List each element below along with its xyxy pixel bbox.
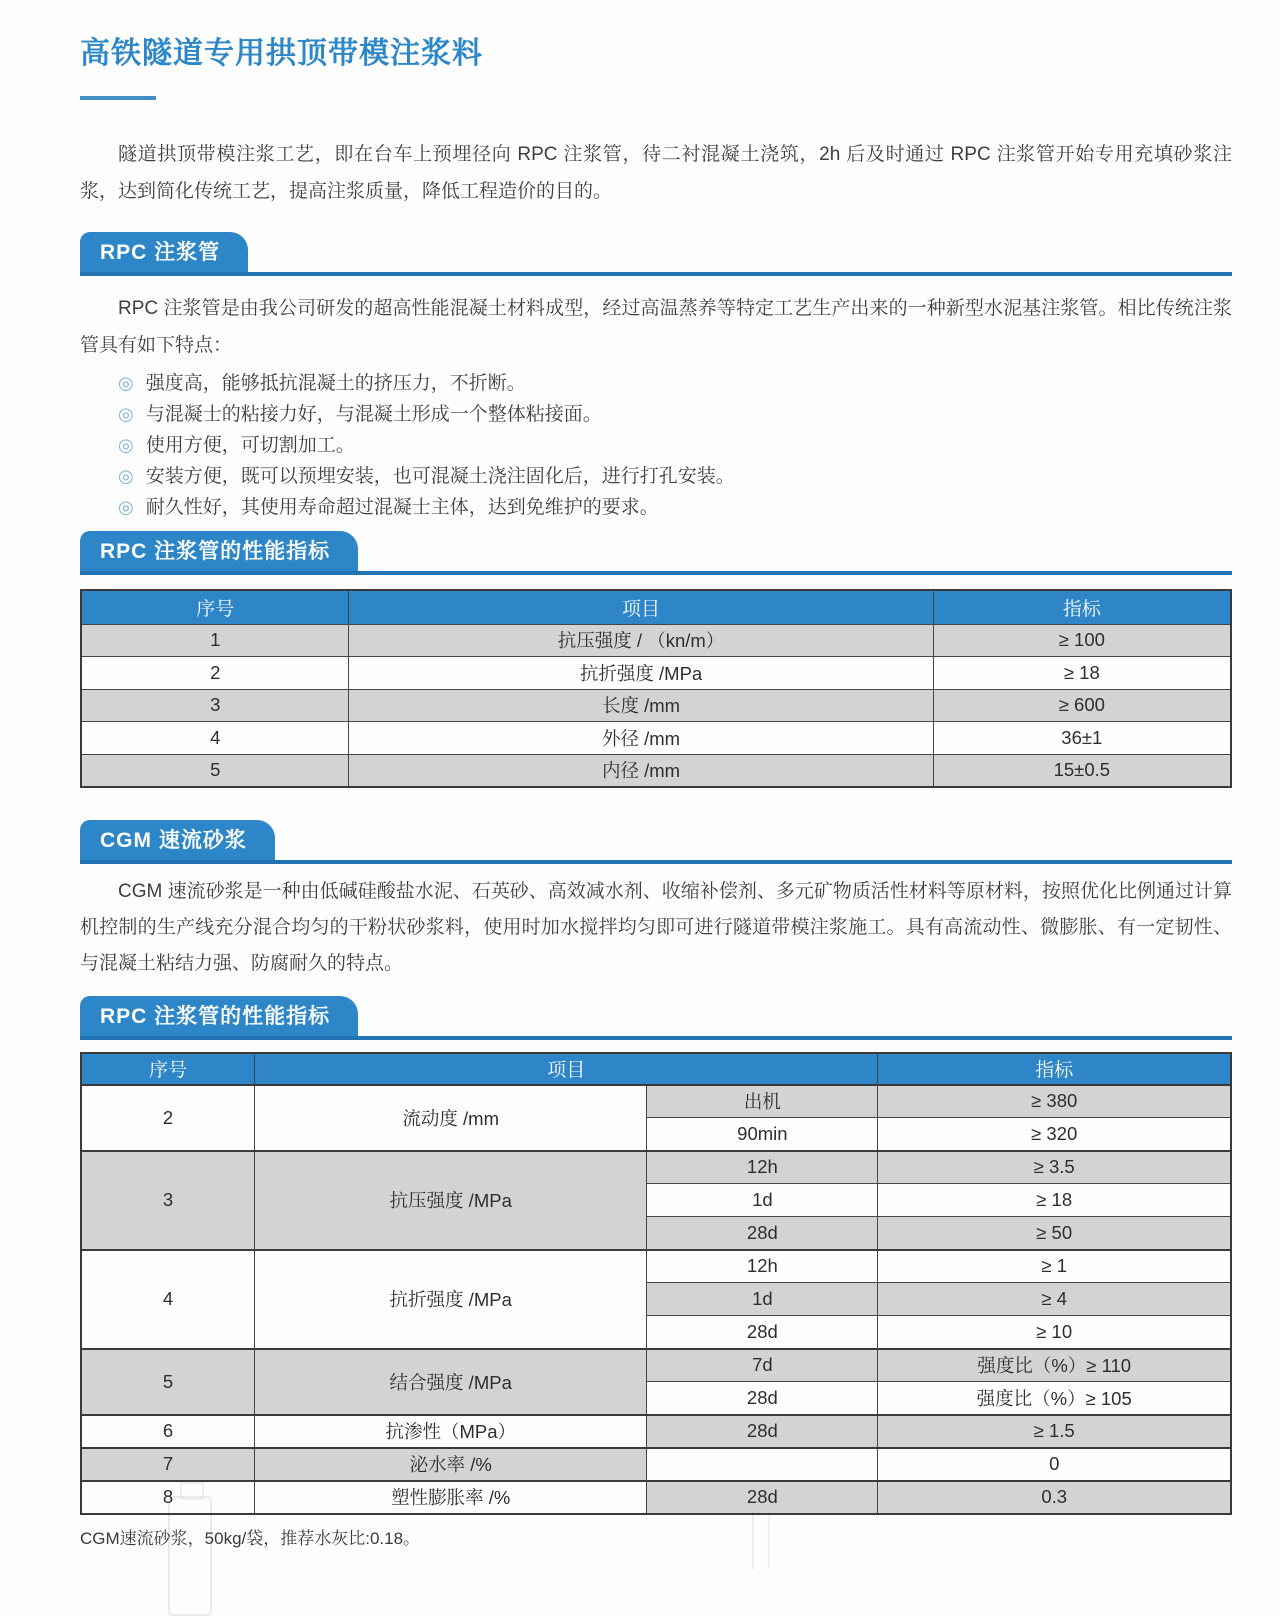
col-header-no: 序号: [81, 1053, 255, 1085]
cell-no: 5: [81, 1349, 255, 1415]
cgm-mortar-spec-table: [80, 1052, 1232, 1515]
cell-index: ≥ 1.5: [878, 1415, 1231, 1448]
cell-index: ≥ 600: [933, 689, 1231, 722]
table-row: [81, 1349, 1231, 1382]
footnote: CGM速流砂浆，50kg/袋，推荐水灰比:0.18。: [80, 1528, 421, 1548]
cell-condition: [647, 1448, 878, 1481]
table-header-row: [81, 590, 1231, 624]
col-header-index: 指标: [878, 1053, 1231, 1085]
cell-item: 塑性膨胀率 /%: [255, 1481, 647, 1514]
cell-index: ≥ 10: [878, 1316, 1231, 1349]
cell-index: ≥ 1: [878, 1250, 1231, 1283]
cell-condition: 出机: [647, 1085, 878, 1118]
cell-no: 7: [81, 1448, 255, 1481]
rpc-pipe-spec-table: [80, 589, 1232, 788]
table-row: [81, 754, 1231, 787]
title-underline: [80, 96, 156, 100]
cell-item: 抗折强度 /MPa: [349, 657, 933, 690]
cell-no: 5: [81, 754, 349, 787]
cell-condition: 1d: [647, 1283, 878, 1316]
list-item: [118, 399, 1232, 430]
cell-condition: 28d: [647, 1481, 878, 1514]
rpc-feature-list: [80, 368, 1232, 523]
cell-item: 泌水率 /%: [255, 1448, 647, 1481]
list-item: [118, 430, 1232, 461]
cell-no: 3: [81, 1151, 255, 1250]
intro-paragraph: 隧道拱顶带模注浆工艺，即在台车上预埋径向 RPC 注浆管，待二衬混凝土浇筑，2h 后及时通过 RPC 注浆管开始专用充填砂浆注浆，达到简化传统工艺，提高注浆质量，降低工程造价的目的。: [80, 144, 1232, 202]
cell-item: 抗折强度 /MPa: [255, 1250, 647, 1349]
cell-condition: 12h: [647, 1250, 878, 1283]
section-tab-rpc-pipe: RPC 注浆管: [80, 232, 248, 272]
list-item-text: 耐久性好，其使用寿命超过混凝士主体，达到免维护的要求。: [145, 497, 659, 518]
cell-index: ≥ 50: [878, 1217, 1231, 1250]
ghost-artifact: [752, 1511, 770, 1569]
table-row: [81, 1415, 1231, 1448]
section-cgm-spec-header: [80, 996, 1232, 1040]
cell-item: 流动度 /mm: [255, 1085, 647, 1151]
cell-no: 2: [81, 1085, 255, 1151]
list-item: [118, 368, 1232, 399]
cell-condition: 28d: [647, 1217, 878, 1250]
cgm-paragraph: CGM 速流砂浆是一种由低碱硅酸盐水泥、石英砂、高效减水剂、收缩补偿剂、多元矿物质活性材料等原材料，按照优化比例通过计算机控制的生产线充分混合均匀的干粉状砂浆料，使用时加水搅拌均匀即可进行隧道带模注浆施工。具有高流动性、微膨胀、有一定韧性、与混凝土粘结力强、防腐耐久的特点。: [80, 880, 1232, 974]
list-item-text: 强度高，能够抵抗混凝土的挤压力，不折断。: [145, 373, 526, 394]
list-item-text: 使用方便，可切割加工。: [145, 435, 355, 456]
cell-index: 15±0.5: [933, 754, 1231, 787]
cell-index: ≥ 18: [878, 1184, 1231, 1217]
cell-index: ≥ 3.5: [878, 1151, 1231, 1184]
table-row: [81, 657, 1231, 690]
double-circle-bullet-icon: ◎: [118, 497, 134, 517]
table-row: [81, 722, 1231, 755]
section-rpc-pipe-header: [80, 232, 1232, 276]
cell-item: 抗渗性（MPa）: [255, 1415, 647, 1448]
double-circle-bullet-icon: ◎: [118, 404, 134, 424]
section-cgm-header: [80, 820, 1232, 864]
cell-no: 2: [81, 657, 349, 690]
list-item: [118, 492, 1232, 523]
col-header-item: 项目: [349, 590, 933, 624]
table-row: [81, 1250, 1231, 1283]
cell-index: 0.3: [878, 1481, 1231, 1514]
cell-index: 36±1: [933, 722, 1231, 755]
cell-no: 6: [81, 1415, 255, 1448]
table-row: [81, 1085, 1231, 1118]
cell-condition: 28d: [647, 1316, 878, 1349]
col-header-index: 指标: [933, 590, 1231, 624]
cell-no: 4: [81, 722, 349, 755]
col-header-item: 项目: [255, 1053, 878, 1085]
cell-item: 结合强度 /MPa: [255, 1349, 647, 1415]
double-circle-bullet-icon: ◎: [118, 435, 134, 455]
cell-condition: 28d: [647, 1415, 878, 1448]
cell-condition: 1d: [647, 1184, 878, 1217]
cell-no: 8: [81, 1481, 255, 1514]
cell-item: 长度 /mm: [349, 689, 933, 722]
cell-item: 抗压强度 / （kn/m）: [349, 624, 933, 657]
cell-no: 3: [81, 689, 349, 722]
page-title: 高铁隧道专用拱顶带模注浆料: [80, 37, 483, 70]
section-tab-cgm: CGM 速流砂浆: [80, 820, 275, 860]
cell-index: 强度比（%）≥ 105: [878, 1382, 1231, 1415]
cell-condition: 90min: [647, 1118, 878, 1151]
list-item-text: 与混凝士的粘接力好，与混凝土形成一个整体粘接面。: [145, 404, 602, 425]
cell-item: 外径 /mm: [349, 722, 933, 755]
cell-index: ≥ 4: [878, 1283, 1231, 1316]
section-rpc-spec-header: [80, 531, 1232, 575]
cell-index: 0: [878, 1448, 1231, 1481]
cell-condition: 28d: [647, 1382, 878, 1415]
cell-index: ≥ 380: [878, 1085, 1231, 1118]
list-item-text: 安装方便，既可以预埋安装，也可混凝土浇注固化后，进行打孔安装。: [145, 466, 735, 487]
cell-no: 1: [81, 624, 349, 657]
table-row: [81, 1448, 1231, 1481]
cell-index: 强度比（%）≥ 110: [878, 1349, 1231, 1382]
section-tab-rpc-spec: RPC 注浆管的性能指标: [80, 531, 358, 571]
table-row: [81, 1481, 1231, 1514]
cell-no: 4: [81, 1250, 255, 1349]
cell-condition: 7d: [647, 1349, 878, 1382]
table-row: [81, 624, 1231, 657]
rpc-pipe-paragraph: RPC 注浆管是由我公司研发的超高性能混凝土材料成型，经过高温蒸养等特定工艺生产出来的一种新型水泥基注浆管。相比传统注浆管具有如下特点：: [80, 298, 1232, 356]
table-header-row: [81, 1053, 1231, 1085]
double-circle-bullet-icon: ◎: [118, 466, 134, 486]
list-item: [118, 461, 1232, 492]
ghost-watermark: [168, 1496, 212, 1616]
section-tab-cgm-spec: RPC 注浆管的性能指标: [80, 996, 358, 1036]
double-circle-bullet-icon: ◎: [118, 373, 134, 393]
col-header-no: 序号: [81, 590, 349, 624]
cell-item: 抗压强度 /MPa: [255, 1151, 647, 1250]
cell-index: ≥ 100: [933, 624, 1231, 657]
cell-index: ≥ 320: [878, 1118, 1231, 1151]
cell-item: 内径 /mm: [349, 754, 933, 787]
cell-index: ≥ 18: [933, 657, 1231, 690]
table-row: [81, 689, 1231, 722]
cell-condition: 12h: [647, 1151, 878, 1184]
table-row: [81, 1151, 1231, 1184]
page-content: [0, 28, 1280, 1549]
